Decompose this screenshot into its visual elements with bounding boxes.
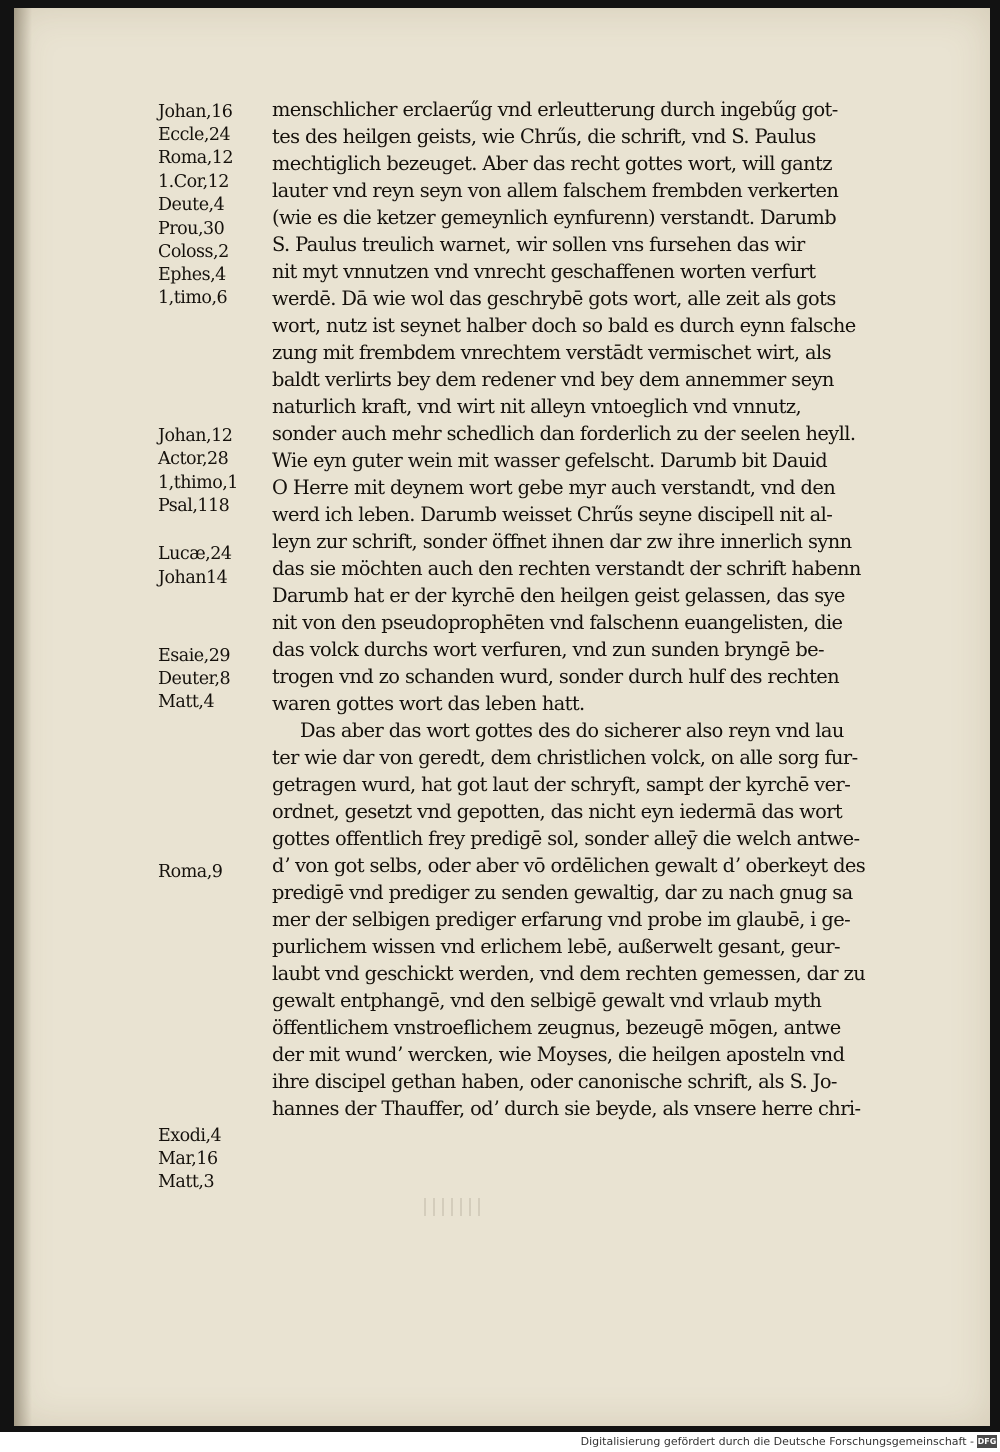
text-line: nit myt vnnutzen vnd vnrecht geschaffenen worten verfurt	[272, 260, 816, 283]
text-line: gottes offentlich frey predigē sol, sonder alleȳ die welch antwe-	[272, 827, 860, 850]
text-line: mechtiglich bezeuget. Aber das recht gottes wort, will gantz	[272, 152, 832, 175]
text-line: werdē. Dā wie wol das geschrybē gots wort, alle zeit als gots	[272, 287, 836, 310]
margin-note: Roma,12	[158, 148, 234, 168]
margin-note: Exodi,4	[158, 1126, 222, 1146]
text-line: gewalt entphangē, vnd den selbigē gewalt vnd vrlaub myth	[272, 989, 822, 1012]
text-line: der mit wundʼ wercken, wie Moyses, die heilgen aposteln vnd	[272, 1043, 845, 1066]
text-line: trogen vnd zo schanden wurd, sonder durch hulf des rechten	[272, 665, 840, 688]
text-line: predigē vnd prediger zu senden gewaltig, dar zu nach gnug sa	[272, 881, 853, 904]
dfg-logo: DFG	[977, 1437, 997, 1446]
text-line: sonder auch mehr schedlich dan forderlich zu der seelen heyll.	[272, 422, 856, 445]
text-line: Darumb hat er der kyrchē den heilgen geist gelassen, das sye	[272, 584, 845, 607]
text-line: leyn zur schrift, sonder öffnet ihnen dar zw ihre innerlich synn	[272, 530, 852, 553]
text-line: mer der selbigen prediger erfarung vnd probe im glaubē, i ge-	[272, 908, 851, 931]
margin-note: Deute,4	[158, 195, 225, 215]
text-line: tes des heilgen geists, wie Chrűs, die schrift, vnd S. Paulus	[272, 125, 816, 148]
text-line: waren gottes wort das leben hatt.	[272, 692, 585, 715]
text-line: laubt vnd geschickt werden, vnd dem rechten gemessen, dar zu	[272, 962, 866, 985]
body-text	[272, 96, 976, 1122]
text-line: nit von den pseudoprophēten vnd falschenn euangelisten, die	[272, 611, 843, 634]
margin-note: 1.Cor,12	[158, 172, 229, 192]
text-line: zung mit frembdem vnrechtem verstādt vermischet wirt, als	[272, 341, 831, 364]
text-line: wort, nutz ist seynet halber doch so bald es durch eynn falsche	[272, 314, 856, 337]
margin-note: Matt,4	[158, 692, 215, 712]
margin-note: Matt,3	[158, 1172, 215, 1192]
text-line: werd ich leben. Darumb weisset Chrűs seyne discipell nit al-	[272, 503, 833, 526]
text-line: dʼ von got selbs, oder aber vō ordēlichen gewalt dʼ oberkeyt des	[272, 854, 866, 877]
text-line: baldt verlirts bey dem redener vnd bey dem annemmer seyn	[272, 368, 834, 391]
margin-note: Roma,9	[158, 862, 223, 882]
text-line: öffentlichem vnstroeflichem zeugnus, bezeugē mōgen, antwe	[272, 1016, 841, 1039]
funding-notice: Digitalisierung gefördert durch die Deutsche Forschungsgemeinschaft -	[580, 1435, 974, 1448]
ink-bleed-through	[424, 1198, 484, 1216]
text-line: Wie eyn guter wein mit wasser gefelscht. Darumb bit Dauid	[272, 449, 828, 472]
text-line: lauter vnd reyn seyn von allem falschem frembden verkerten	[272, 179, 839, 202]
margin-note: Johan,16	[158, 102, 233, 122]
margin-note: Coloss,2	[158, 242, 229, 262]
text-line: das sie möchten auch den rechten verstandt der schrift habenn	[272, 557, 861, 580]
margin-note: Mar,16	[158, 1149, 218, 1169]
margin-note: Deuter,8	[158, 669, 231, 689]
footer-bar	[0, 1432, 1000, 1452]
margin-note: Esaie,29	[158, 646, 230, 666]
text-line: (wie es die ketzer gemeynlich eynfurenn) verstandt. Darumb	[272, 206, 837, 229]
text-line: S. Paulus treulich warnet, wir sollen vns fursehen das wir	[272, 233, 805, 256]
book-page	[14, 8, 990, 1426]
margin-note: 1,thimo,1	[158, 473, 238, 493]
text-line: ihre discipel gethan haben, oder canonische schrift, als S. Jo-	[272, 1070, 837, 1093]
margin-note: Ephes,4	[158, 265, 226, 285]
margin-note: Psal,118	[158, 496, 230, 516]
margin-note: 1,timo,6	[158, 288, 228, 308]
text-line: O Herre mit deynem wort gebe myr auch verstandt, vnd den	[272, 476, 836, 499]
margin-note: Eccle,24	[158, 125, 231, 145]
text-line: getragen wurd, hat got laut der schryft, sampt der kyrchē ver-	[272, 773, 851, 796]
text-line: naturlich kraft, vnd wirt nit alleyn vntoeglich vnd vnnutz,	[272, 395, 802, 418]
margin-note: Lucæ,24	[158, 544, 232, 564]
text-line: ordnet, gesetzt vnd gepotten, das nicht eyn iedermā das wort	[272, 800, 843, 823]
page-gutter-shadow	[14, 8, 32, 1426]
text-line: ter wie dar von geredt, dem christlichen volck, on alle sorg fur-	[272, 746, 858, 769]
text-line: hannes der Thauffer, odʼ durch sie beyde, als vnsere herre chri-	[272, 1097, 861, 1120]
margin-note: Prou,30	[158, 219, 225, 239]
paragraph-start-line: Das aber das wort gottes des do sicherer also reyn vnd lau	[300, 719, 844, 742]
text-line: purlichem wissen vnd erlichem lebē, außerwelt gesant, geur-	[272, 935, 840, 958]
margin-note: Johan,12	[158, 426, 233, 446]
margin-note: Johan14	[158, 568, 228, 588]
margin-note: Actor,28	[158, 449, 229, 469]
text-line: menschlicher erclaerűg vnd erleutterung durch ingebűg got-	[272, 98, 838, 121]
text-line: das volck durchs wort verfuren, vnd zun sunden bryngē be-	[272, 638, 825, 661]
